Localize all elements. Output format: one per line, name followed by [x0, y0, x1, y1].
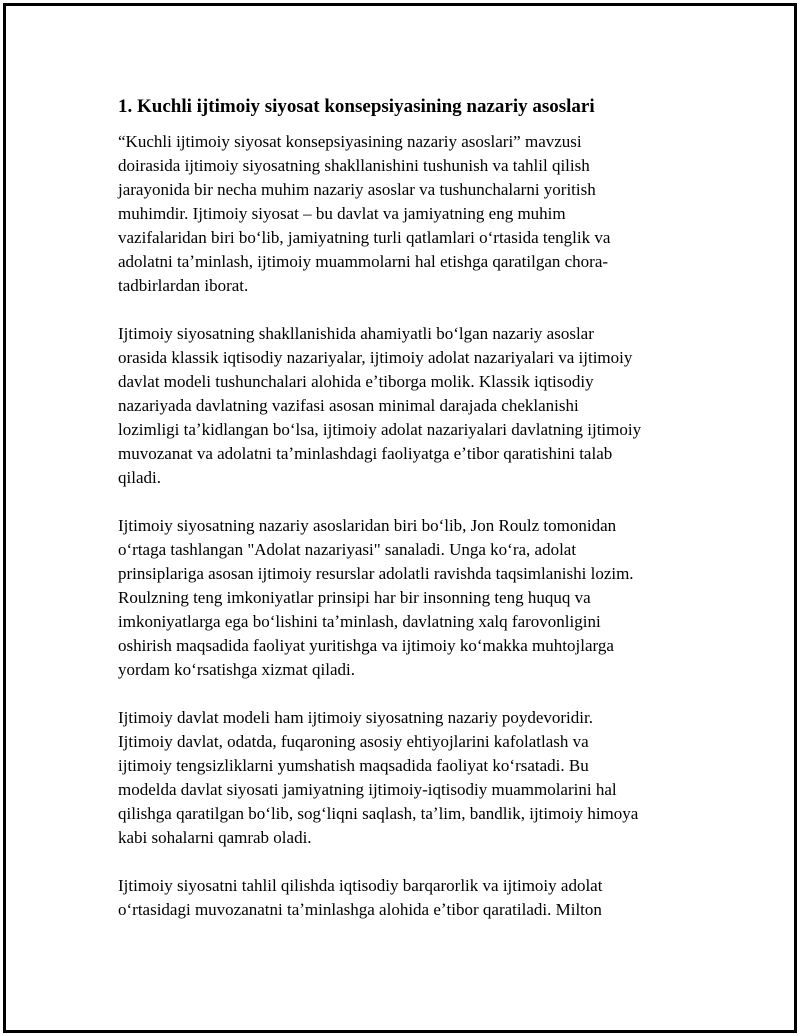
text-line: tadbirlardan iborat.	[118, 276, 249, 295]
text-line: oshirish maqsadida faoliyat yuritishga va ijtimoiy koʻmakka muhtojlarga	[118, 636, 614, 655]
paragraph-4	[118, 706, 688, 850]
text-line: davlat modeli tushunchalari alohida eʼtiborga molik. Klassik iqtisodiy	[118, 372, 594, 391]
text-line: adolatni taʼminlash, ijtimoiy muammolarni hal etishga qaratilgan chora-	[118, 252, 609, 271]
paragraph-1	[118, 130, 688, 298]
text-line: Ijtimoiy davlat modeli ham ijtimoiy siyosatning nazariy poydevoridir.	[118, 708, 593, 727]
text-line: yordam koʻrsatishga xizmat qiladi.	[118, 660, 355, 679]
text-line: Ijtimoiy siyosatning shakllanishida ahamiyatli boʻlgan nazariy asoslar	[118, 324, 594, 343]
text-line: vazifalaridan biri boʻlib, jamiyatning turli qatlamlari oʻrtasida tenglik va	[118, 228, 611, 247]
text-line: Ijtimoiy davlat, odatda, fuqaroning asosiy ehtiyojlarini kafolatlash va	[118, 732, 589, 751]
text-line: oʻrtaga tashlangan "Adolat nazariyasi" sanaladi. Unga koʻra, adolat	[118, 540, 577, 559]
text-line: Roulzning teng imkoniyatlar prinsipi har bir insonning teng huquq va	[118, 588, 591, 607]
text-line: Ijtimoiy siyosatni tahlil qilishda iqtisodiy barqarorlik va ijtimoiy adolat	[118, 876, 603, 895]
text-line: kabi sohalarni qamrab oladi.	[118, 828, 312, 847]
text-line: lozimligi taʼkidlangan boʻlsa, ijtimoiy adolat nazariyalari davlatning ijtimoiy	[118, 420, 642, 439]
text-line: oʻrtasidagi muvozanatni taʼminlashga alohida eʼtibor qaratiladi. Milton	[118, 900, 602, 919]
text-line: muvozanat va adolatni taʼminlashdagi faoliyatga eʼtibor qaratishini talab	[118, 444, 613, 463]
text-line: “Kuchli ijtimoiy siyosat konsepsiyasining nazariy asoslari” mavzusi	[118, 132, 582, 151]
section-heading: 1. Kuchli ijtimoiy siyosat konsepsiyasining nazariy asoslari	[118, 96, 595, 117]
text-line: prinsiplariga asosan ijtimoiy resurslar adolatli ravishda taqsimlanishi lozim.	[118, 564, 634, 583]
paragraph-2	[118, 322, 688, 490]
text-line: orasida klassik iqtisodiy nazariyalar, ijtimoiy adolat nazariyalari va ijtimoiy	[118, 348, 633, 367]
text-line: doirasida ijtimoiy siyosatning shakllanishini tushunish va tahlil qilish	[118, 156, 590, 175]
text-line: Ijtimoiy siyosatning nazariy asoslaridan biri boʻlib, Jon Roulz tomonidan	[118, 516, 617, 535]
text-line: muhimdir. Ijtimoiy siyosat – bu davlat va jamiyatning eng muhim	[118, 204, 566, 223]
text-line: qiladi.	[118, 468, 161, 487]
text-line: jarayonida bir necha muhim nazariy asoslar va tushunchalarni yoritish	[118, 180, 596, 199]
paragraph-5	[118, 874, 688, 922]
text-line: nazariyada davlatning vazifasi asosan minimal darajada cheklanishi	[118, 396, 579, 415]
text-line: imkoniyatlarga ega boʻlishini taʼminlash, davlatning xalq farovonligini	[118, 612, 601, 631]
paragraph-3	[118, 514, 688, 682]
document-body	[118, 95, 688, 946]
text-line: ijtimoiy tengsizliklarni yumshatish maqsadida faoliyat koʻrsatadi. Bu	[118, 756, 589, 775]
text-line: qilishga qaratilgan boʻlib, sogʻliqni saqlash, taʼlim, bandlik, ijtimoiy himoya	[118, 804, 639, 823]
text-line: modelda davlat siyosati jamiyatning ijtimoiy-iqtisodiy muammolarini hal	[118, 780, 617, 799]
